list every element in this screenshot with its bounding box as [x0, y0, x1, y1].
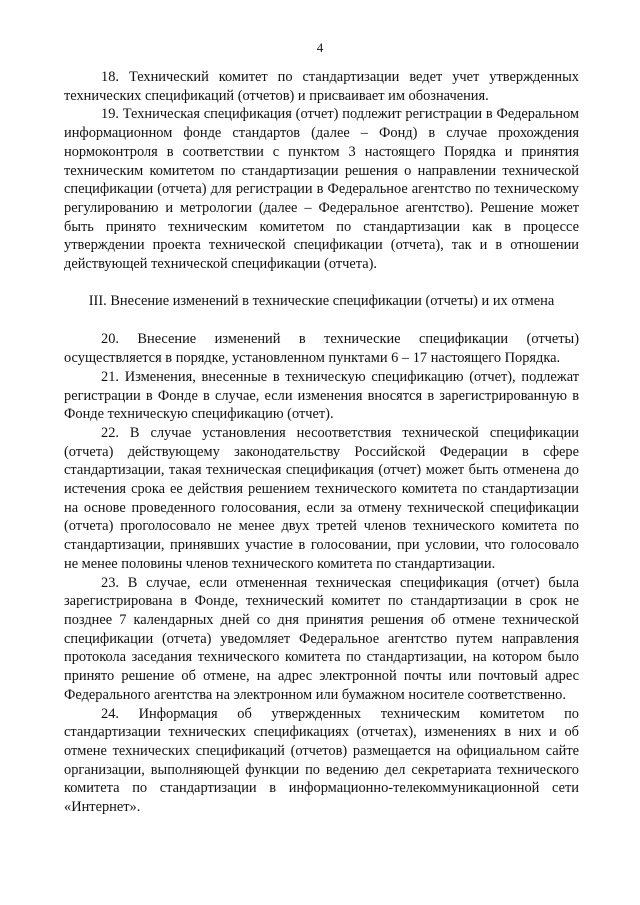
paragraph-23: 23. В случае, если отмененная техническая спецификация (отчет) была зарегистрирована в Фонде, технический комитет по стандартизации в срок не позднее 7 календарных дней со дня принятия решения об отмене технической спецификации (отчета) уведомляет Федеральное агентство путем направления протокола заседания технического комитета по стандартизации, на котором было принято решение об отмене, на адрес электронной почты или почтовый адрес Федерального агентства на электронном или бумажном носителе соответственно. — [64, 574, 579, 703]
paragraph-19: 19. Техническая спецификация (отчет) подлежит регистрации в Федеральном информационном фонде стандартов (далее – Фонд) в случае прохождения нормоконтроля в соответствии с пунктом 3 настоящего Порядка и принятия техническим комитетом по стандартизации решения о направлении технической спецификации (отчета) для регистрации в Федеральное агентство по техническому регулированию и метрологии (далее – Федеральное агентство). Решение может быть принято техническим комитетом по стандартизации как в процессе утверждении проекта технической спецификации (отчета), так и в отношении действующей технической спецификации (отчета). — [64, 106, 579, 273]
paragraph-18: 18. Технический комитет по стандартизации ведет учет утвержденных технических спецификаций (отчетов) и присваивает им обозначения. — [64, 69, 579, 104]
page-number: 4 — [316, 40, 324, 55]
section-heading-iii: III. Внесение изменений в технические спецификации (отчеты) и их отмена — [88, 292, 555, 309]
document-body — [64, 68, 579, 817]
paragraph-21: 21. Изменения, внесенные в техническую спецификацию (отчет), подлежат регистрации в Фонде в случае, если изменения вносятся в зарегистрированную в Фонде техническую спецификацию (отчет). — [64, 368, 579, 423]
paragraph-24: 24. Информация об утвержденных техническим комитетом по стандартизации технических спецификациях (отчетах), изменениях в них и об отмене технических спецификаций (отчетов) размещается на официальном сайте организации, выполняющей функции по ведению дел секретариата технического комитета по стандартизации в информационно-телекоммуникационной сети «Интернет». — [64, 705, 579, 816]
paragraph-20: 20. Внесение изменений в технические спецификации (отчеты) осуществляется в порядке, установленном пунктами 6 – 17 настоящего Порядка. — [64, 331, 579, 367]
paragraph-22: 22. В случае установления несоответствия технической спецификации (отчета) действующему законодательству Российской Федерации в сфере стандартизации, такая техническая спецификация (отчет) может быть отменена до истечения срока ее действия решением технического комитета по стандартизации на основе проведенного голосования, если за отмену технической спецификации (отчета) проголосовало не менее двух третей членов технического комитета по стандартизации, принявших участие в голосовании, при условии, что голосовало не менее половины членов технического комитета по стандартизации. — [64, 424, 579, 572]
